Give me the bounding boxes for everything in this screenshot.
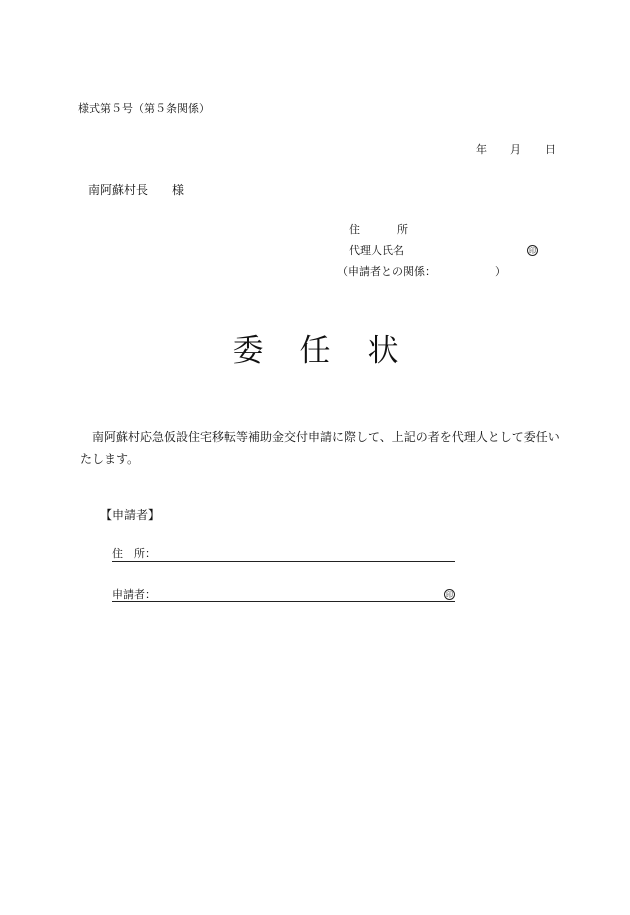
delegation-statement: 南阿蘇村応急仮設住宅移転等補助金交付申請に際して、上記の者を代理人として委任いたします。 (80, 430, 560, 466)
addressee-honorific: 様 (172, 183, 185, 197)
applicant-address-label: 住 所： (112, 547, 156, 560)
document-title-char-2: 任 (299, 333, 331, 369)
agent-relationship-close: ） (495, 265, 506, 278)
applicant-heading: 【申請者】 (100, 508, 161, 522)
form-number: 様式第５号（第５条関係） (78, 102, 210, 115)
applicant-seal-mark: 印 (446, 591, 453, 599)
addressee-name: 南阿蘇村長 (88, 183, 149, 197)
agent-name-label: 代理人氏名 (349, 244, 404, 257)
agent-relationship-label: （申請者との関係： (337, 265, 436, 278)
document-title-char-3: 状 (367, 333, 399, 369)
document-title-char-1: 委 (232, 333, 264, 369)
agent-seal-mark: 印 (529, 247, 536, 255)
date-day-label: 日 (545, 143, 556, 156)
date-month-label: 月 (510, 143, 521, 156)
date-year-label: 年 (476, 143, 487, 156)
agent-address-label-second: 所 (397, 223, 408, 236)
agent-address-label-first: 住 (349, 223, 360, 236)
applicant-name-line (112, 601, 455, 602)
applicant-name-label: 申請者： (112, 588, 156, 601)
applicant-address-line (112, 561, 455, 562)
